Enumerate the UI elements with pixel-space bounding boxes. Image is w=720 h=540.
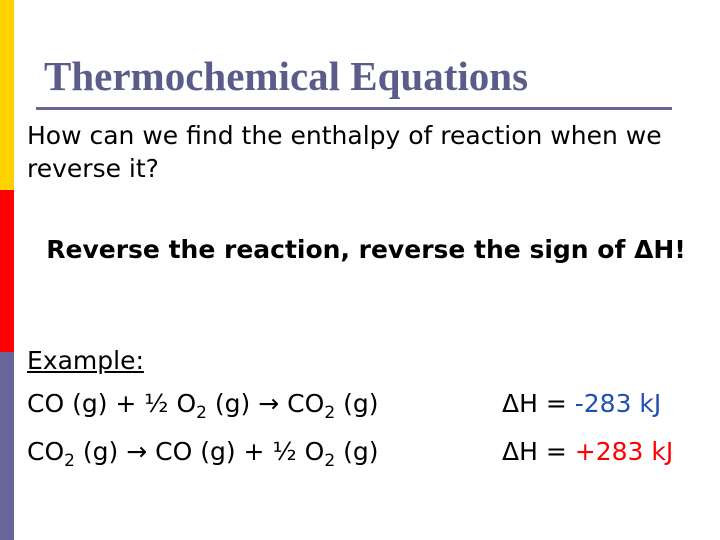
equation-reverse xyxy=(27,437,379,471)
enthalpy-reverse xyxy=(502,437,673,466)
eq-text: (g) xyxy=(335,437,379,466)
arrow-icon: → xyxy=(258,389,280,418)
dh-value: +283 kJ xyxy=(574,437,674,466)
accent-bar-purple xyxy=(0,352,14,540)
arrow-icon: → xyxy=(126,437,148,466)
eq-text: CO (g) + ½ O xyxy=(147,437,325,466)
title-underline xyxy=(36,107,672,110)
question-text: How can we find the enthalpy of reaction when we reverse it? xyxy=(27,121,662,183)
eq-subscript: 2 xyxy=(324,403,336,423)
slide-title: Thermochemical Equations xyxy=(44,53,529,99)
eq-subscript: 2 xyxy=(196,403,207,423)
enthalpy-forward xyxy=(502,389,661,418)
accent-bar-red xyxy=(0,190,14,352)
dh-label: ΔH = xyxy=(502,437,575,466)
eq-subscript: 2 xyxy=(324,451,336,471)
eq-subscript: 2 xyxy=(64,451,75,471)
dh-label: ΔH = xyxy=(502,389,575,418)
answer-text: Reverse the reaction, reverse the sign of ΔH! xyxy=(46,235,686,264)
example-label: Example: xyxy=(27,346,144,375)
accent-bar-yellow xyxy=(0,0,14,190)
eq-text: (g) xyxy=(335,389,379,418)
eq-text: CO xyxy=(279,389,325,418)
equation-forward xyxy=(27,389,379,423)
eq-text: (g) xyxy=(74,437,127,466)
eq-text: CO (g) + ½ O xyxy=(27,389,197,418)
dh-value: -283 kJ xyxy=(574,389,662,418)
eq-text: CO xyxy=(27,437,65,466)
eq-text: (g) xyxy=(206,389,259,418)
